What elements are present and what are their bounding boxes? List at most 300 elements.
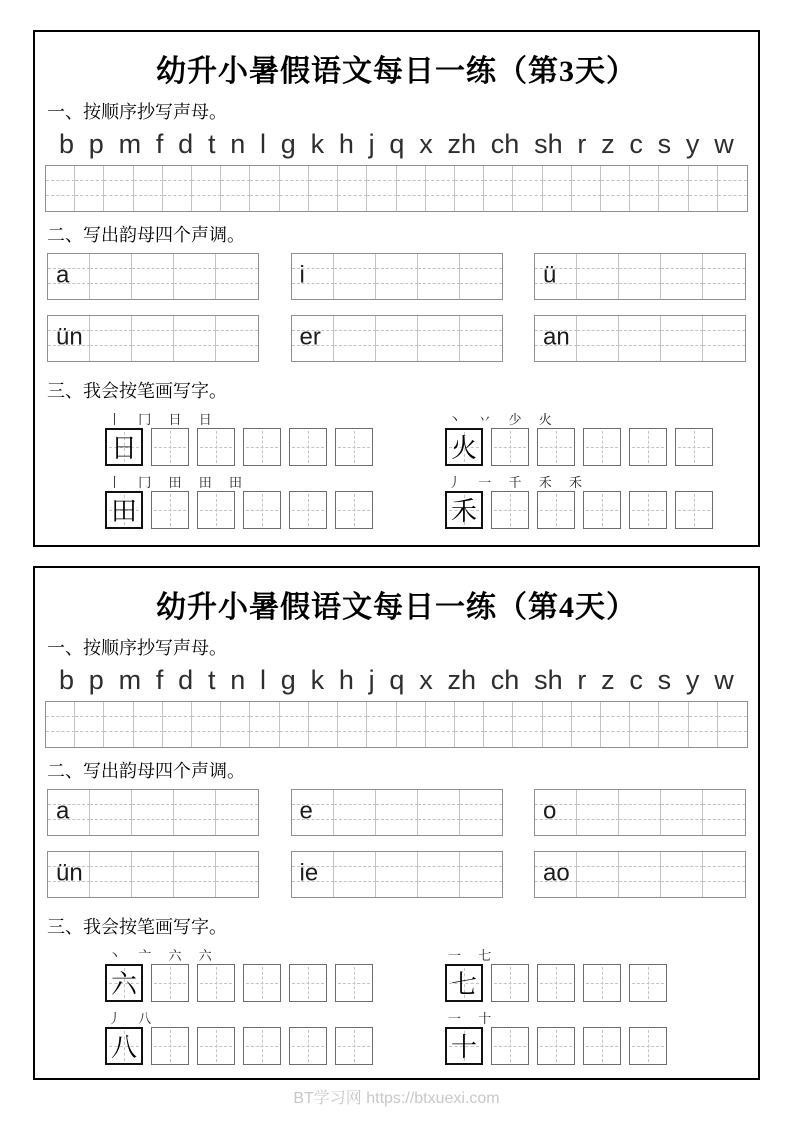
pinyin-four-line-grid <box>45 165 748 212</box>
pinyin-grid-cell <box>134 196 163 211</box>
initial-letter: w <box>714 129 734 159</box>
initial-letter: p <box>88 665 104 695</box>
initial-letter: zh <box>447 665 476 695</box>
final-letter: o <box>543 797 557 825</box>
tone-four-line-grid <box>291 315 503 362</box>
initial-letter: sh <box>534 665 563 695</box>
pinyin-grid-cell <box>619 852 661 867</box>
pinyin-grid-cell <box>192 196 221 211</box>
pinyin-grid-cell <box>513 196 542 211</box>
pinyin-grid-cell <box>376 867 418 882</box>
pinyin-grid-cell <box>484 702 513 717</box>
practice-box <box>289 1027 327 1065</box>
pinyin-grid-cell <box>280 702 309 717</box>
practice-box <box>151 428 189 466</box>
pinyin-grid-cell <box>718 702 747 717</box>
final-letter: i <box>299 261 305 289</box>
pinyin-grid-cell <box>90 867 132 882</box>
pinyin-grid-cell <box>174 284 216 299</box>
character-box <box>105 491 143 529</box>
pinyin-grid-cell <box>619 820 661 835</box>
pinyin-grid-cell <box>572 166 601 181</box>
part2-heading: 二、写出韵母四个声调。 <box>47 760 245 781</box>
pinyin-grid-cell <box>572 717 601 732</box>
pinyin-grid-cell <box>703 852 745 867</box>
pinyin-grid-cell <box>703 790 745 805</box>
character-group <box>445 409 713 466</box>
final-letter: an <box>543 323 570 351</box>
pinyin-grid-cell <box>250 702 279 717</box>
pinyin-grid-cell <box>292 284 334 299</box>
pinyin-grid-cell <box>426 702 455 717</box>
pinyin-grid-cell <box>367 702 396 717</box>
practice-box <box>491 491 529 529</box>
initial-letter: j <box>368 129 375 159</box>
pinyin-grid-cell <box>619 316 661 331</box>
initials-row <box>59 130 734 160</box>
practice-box <box>243 428 281 466</box>
pinyin-grid-cell <box>250 181 279 196</box>
initial-letter: x <box>419 129 433 159</box>
pinyin-grid-cell <box>577 346 619 361</box>
pinyin-grid-cell <box>280 181 309 196</box>
pinyin-grid-cell <box>367 196 396 211</box>
pinyin-grid-cell <box>455 717 484 732</box>
character-box <box>445 964 483 1002</box>
pinyin-grid-cell <box>334 790 376 805</box>
pinyin-grid-cell <box>460 316 502 331</box>
pinyin-grid-cell <box>661 284 703 299</box>
pinyin-grid-cell <box>174 331 216 346</box>
practice-box <box>629 428 667 466</box>
initial-letter: ch <box>490 665 520 695</box>
part2-heading: 二、写出韵母四个声调。 <box>47 224 245 245</box>
initial-letter: ch <box>490 129 520 159</box>
pinyin-grid-cell <box>104 732 133 747</box>
pinyin-grid-cell <box>619 346 661 361</box>
pinyin-grid-cell <box>174 316 216 331</box>
pinyin-grid-cell <box>376 331 418 346</box>
pinyin-grid-cell <box>426 196 455 211</box>
pinyin-grid-cell <box>397 702 426 717</box>
pinyin-grid-cell <box>376 852 418 867</box>
pinyin-grid-cell <box>619 882 661 897</box>
character-glyph: 八 <box>110 1033 137 1063</box>
pinyin-grid-cell <box>426 717 455 732</box>
final-letter: ün <box>56 323 83 351</box>
pinyin-grid-cell <box>630 166 659 181</box>
pinyin-grid-cell <box>513 181 542 196</box>
pinyin-grid-cell <box>418 316 460 331</box>
pinyin-grid-cell <box>132 805 174 820</box>
pinyin-grid-cell <box>309 702 338 717</box>
initial-letter: n <box>230 665 246 695</box>
tone-four-line-grid <box>291 253 503 300</box>
pinyin-grid-cell <box>292 254 334 269</box>
pinyin-grid-cell <box>703 254 745 269</box>
pinyin-grid-cell <box>216 882 258 897</box>
pinyin-grid-cell <box>174 790 216 805</box>
part1-heading: 一、按顺序抄写声母。 <box>47 638 227 658</box>
pinyin-grid-cell <box>338 181 367 196</box>
pinyin-grid-cell <box>661 820 703 835</box>
pinyin-grid-cell <box>46 702 75 717</box>
pinyin-grid-cell <box>543 181 572 196</box>
initial-letter: j <box>368 665 375 695</box>
pinyin-grid-cell <box>174 346 216 361</box>
tone-four-line-grid <box>291 851 503 898</box>
pinyin-grid-cell <box>134 732 163 747</box>
pinyin-grid-cell <box>334 284 376 299</box>
pinyin-grid-cell <box>718 196 747 211</box>
pinyin-grid-cell <box>334 867 376 882</box>
pinyin-grid-cell <box>132 331 174 346</box>
character-glyph: 七 <box>450 970 477 1000</box>
character-glyph: 日 <box>110 434 137 464</box>
tone-grid <box>47 851 259 898</box>
pinyin-grid-cell <box>376 805 418 820</box>
pinyin-grid-cell <box>334 852 376 867</box>
pinyin-grid-cell <box>309 196 338 211</box>
character-row <box>43 945 750 1002</box>
pinyin-grid-cell <box>572 196 601 211</box>
pinyin-grid-cell <box>455 702 484 717</box>
pinyin-grid-cell <box>192 717 221 732</box>
pinyin-grid-cell <box>174 867 216 882</box>
pinyin-grid-cell <box>134 702 163 717</box>
initials-row <box>59 666 734 696</box>
practice-box <box>335 491 373 529</box>
pinyin-grid-cell <box>334 331 376 346</box>
initial-letter: q <box>389 129 405 159</box>
pinyin-grid-cell <box>601 702 630 717</box>
practice-box <box>243 1027 281 1065</box>
initial-letter: y <box>685 129 700 159</box>
tone-four-line-grid <box>534 253 746 300</box>
final-letter: ün <box>56 859 83 887</box>
initial-letter: s <box>657 129 672 159</box>
character-box <box>105 1027 143 1065</box>
practice-box <box>289 964 327 1002</box>
tone-grid <box>47 315 259 362</box>
finals-row <box>47 851 746 898</box>
pinyin-grid-cell <box>104 181 133 196</box>
pinyin-grid-cell <box>90 820 132 835</box>
initial-letter: m <box>118 665 142 695</box>
pinyin-grid-cell <box>376 254 418 269</box>
pinyin-grid-cell <box>280 166 309 181</box>
pinyin-grid-cell <box>397 732 426 747</box>
part3-heading: 三、我会按笔画写字。 <box>47 916 227 937</box>
character-box <box>445 428 483 466</box>
pinyin-grid-cell <box>221 181 250 196</box>
pinyin-grid-cell <box>250 196 279 211</box>
pinyin-grid-cell <box>216 852 258 867</box>
pinyin-grid-cell <box>543 166 572 181</box>
pinyin-grid-cell <box>163 166 192 181</box>
tone-grid <box>534 315 746 362</box>
initial-letter: x <box>419 665 433 695</box>
pinyin-grid-cell <box>163 717 192 732</box>
pinyin-grid-cell <box>703 284 745 299</box>
pinyin-grid-cell <box>397 196 426 211</box>
stroke-order: 丿 一 千 禾 禾 <box>448 474 590 490</box>
pinyin-grid-cell <box>376 346 418 361</box>
pinyin-grid-cell <box>309 732 338 747</box>
character-box <box>445 1027 483 1065</box>
character-group <box>105 1008 373 1065</box>
practice-box <box>289 491 327 529</box>
pinyin-grid-cell <box>90 882 132 897</box>
characters-area <box>43 409 750 529</box>
final-letter: a <box>56 261 70 289</box>
pinyin-grid-cell <box>543 732 572 747</box>
pinyin-grid-cell <box>460 790 502 805</box>
pinyin-grid-cell <box>418 346 460 361</box>
finals-area <box>47 253 746 362</box>
pinyin-grid-cell <box>577 284 619 299</box>
pinyin-grid-cell <box>90 284 132 299</box>
character-glyph: 禾 <box>450 497 477 527</box>
stroke-order: 丨 冂 田 田 田 <box>108 474 250 490</box>
pinyin-grid-cell <box>216 284 258 299</box>
pinyin-grid-cell <box>367 717 396 732</box>
initial-letter: b <box>59 665 75 695</box>
pinyin-grid-cell <box>630 702 659 717</box>
worksheet-sheet-1 <box>33 30 760 547</box>
pinyin-grid-cell <box>661 254 703 269</box>
initial-letter: q <box>389 665 405 695</box>
pinyin-grid-cell <box>367 181 396 196</box>
tone-grid <box>534 789 746 836</box>
pinyin-grid-cell <box>601 717 630 732</box>
pinyin-grid-cell <box>132 284 174 299</box>
pinyin-grid-cell <box>90 331 132 346</box>
part1-heading: 一、按顺序抄写声母。 <box>47 102 227 122</box>
final-letter: ie <box>299 859 319 887</box>
pinyin-grid-cell <box>460 346 502 361</box>
tone-grid <box>534 253 746 300</box>
initial-letter: g <box>280 129 296 159</box>
pinyin-grid-cell <box>703 269 745 284</box>
pinyin-grid-cell <box>367 166 396 181</box>
pinyin-grid-cell <box>513 702 542 717</box>
sheet-title: 幼升小暑假语文每日一练（第3天） <box>156 55 637 88</box>
tone-grid <box>47 253 259 300</box>
final-letter: er <box>299 323 321 351</box>
character-group <box>105 945 373 1002</box>
pinyin-grid-cell <box>90 316 132 331</box>
pinyin-grid-cell <box>338 702 367 717</box>
pinyin-grid-cell <box>418 805 460 820</box>
character-group <box>105 409 373 466</box>
initial-letter: f <box>155 665 164 695</box>
pinyin-grid-cell <box>703 331 745 346</box>
pinyin-grid-cell <box>703 346 745 361</box>
initial-letter: s <box>657 665 672 695</box>
practice-box <box>197 491 235 529</box>
initial-letter: l <box>260 129 267 159</box>
pinyin-grid-cell <box>134 181 163 196</box>
initial-letter: w <box>714 665 734 695</box>
pinyin-grid-cell <box>619 790 661 805</box>
pinyin-grid-cell <box>572 702 601 717</box>
practice-boxes <box>445 428 713 466</box>
pinyin-grid-cell <box>90 346 132 361</box>
pinyin-grid-cell <box>572 732 601 747</box>
practice-box <box>197 964 235 1002</box>
practice-box <box>335 964 373 1002</box>
part3-heading: 三、我会按笔画写字。 <box>47 380 227 401</box>
pinyin-grid-cell <box>309 181 338 196</box>
pinyin-grid-cell <box>513 732 542 747</box>
initial-letter: t <box>207 129 216 159</box>
tone-four-line-grid <box>47 253 259 300</box>
initial-letter: h <box>338 665 354 695</box>
finals-row <box>47 789 746 836</box>
pinyin-grid-cell <box>192 732 221 747</box>
pinyin-grid-cell <box>659 702 688 717</box>
tone-grid <box>47 789 259 836</box>
pinyin-grid-cell <box>661 316 703 331</box>
pinyin-grid-cell <box>484 181 513 196</box>
practice-box <box>537 1027 575 1065</box>
practice-box <box>675 428 713 466</box>
pinyin-grid-cell <box>104 717 133 732</box>
pinyin-grid-cell <box>661 331 703 346</box>
pinyin-grid-cell <box>75 166 104 181</box>
pinyin-grid-cell <box>90 269 132 284</box>
practice-box <box>289 428 327 466</box>
character-glyph: 火 <box>450 434 477 464</box>
pinyin-grid-cell <box>601 181 630 196</box>
pinyin-grid-cell <box>334 269 376 284</box>
pinyin-grid-cell <box>174 254 216 269</box>
pinyin-grid-cell <box>513 717 542 732</box>
tone-grid <box>291 253 503 300</box>
pinyin-grid-cell <box>426 181 455 196</box>
pinyin-grid-cell <box>543 196 572 211</box>
practice-boxes <box>445 1027 667 1065</box>
pinyin-grid-cell <box>619 805 661 820</box>
pinyin-grid-cell <box>75 702 104 717</box>
pinyin-grid-cell <box>703 316 745 331</box>
pinyin-grid-cell <box>455 181 484 196</box>
pinyin-grid-cell <box>659 732 688 747</box>
practice-box <box>583 964 621 1002</box>
pinyin-grid-cell <box>661 346 703 361</box>
pinyin-grid-cell <box>543 702 572 717</box>
initial-letter: y <box>685 665 700 695</box>
stroke-order: 丶 丷 少 火 <box>448 411 559 427</box>
pinyin-grid-cell <box>661 867 703 882</box>
pinyin-grid-cell <box>543 717 572 732</box>
pinyin-grid-cell <box>689 196 718 211</box>
pinyin-grid-cell <box>334 805 376 820</box>
initial-letter: k <box>310 665 325 695</box>
practice-box <box>151 964 189 1002</box>
pinyin-grid-cell <box>90 790 132 805</box>
pinyin-grid-cell <box>460 254 502 269</box>
pinyin-grid-cell <box>460 805 502 820</box>
tone-grid <box>291 851 503 898</box>
pinyin-grid-cell <box>334 254 376 269</box>
pinyin-grid-cell <box>134 166 163 181</box>
initial-letter: zh <box>447 129 476 159</box>
initial-letter: b <box>59 129 75 159</box>
initial-letter: r <box>577 129 587 159</box>
practice-box <box>537 428 575 466</box>
practice-box <box>629 964 667 1002</box>
pinyin-grid-cell <box>460 269 502 284</box>
practice-box <box>629 491 667 529</box>
practice-boxes <box>105 491 373 529</box>
pinyin-grid-cell <box>216 316 258 331</box>
tone-four-line-grid <box>534 789 746 836</box>
pinyin-grid-cell <box>460 867 502 882</box>
pinyin-grid-cell <box>577 331 619 346</box>
pinyin-grid-cell <box>163 732 192 747</box>
pinyin-grid-cell <box>601 196 630 211</box>
pinyin-grid-cell <box>455 196 484 211</box>
practice-boxes <box>445 491 713 529</box>
pinyin-grid-cell <box>577 805 619 820</box>
pinyin-grid-cell <box>619 254 661 269</box>
pinyin-grid-cell <box>216 790 258 805</box>
pinyin-grid-cell <box>174 820 216 835</box>
pinyin-grid-cell <box>630 181 659 196</box>
pinyin-grid-cell <box>280 196 309 211</box>
stroke-order: 一 七 <box>448 947 499 963</box>
pinyin-grid-cell <box>619 331 661 346</box>
practice-boxes <box>105 1027 373 1065</box>
pinyin-grid-cell <box>104 196 133 211</box>
pinyin-grid-cell <box>334 820 376 835</box>
stroke-order: 丿 八 <box>108 1010 159 1026</box>
pinyin-grid-cell <box>418 820 460 835</box>
initials-copy-area <box>45 701 748 748</box>
pinyin-grid-cell <box>661 882 703 897</box>
pinyin-grid-cell <box>659 181 688 196</box>
pinyin-grid-cell <box>484 732 513 747</box>
pinyin-grid-cell <box>577 867 619 882</box>
pinyin-grid-cell <box>221 196 250 211</box>
practice-box <box>243 491 281 529</box>
sheet-title: 幼升小暑假语文每日一练（第4天） <box>156 591 637 624</box>
practice-box <box>583 491 621 529</box>
pinyin-grid-cell <box>376 284 418 299</box>
final-letter: e <box>299 797 313 825</box>
pinyin-grid-cell <box>309 717 338 732</box>
pinyin-grid-cell <box>703 820 745 835</box>
pinyin-grid-cell <box>46 166 75 181</box>
pinyin-grid-cell <box>132 882 174 897</box>
worksheet-sections <box>0 30 793 1080</box>
pinyin-grid-cell <box>718 166 747 181</box>
pinyin-grid-cell <box>90 805 132 820</box>
worksheet-sheet-2 <box>33 566 760 1080</box>
character-row <box>43 1008 750 1065</box>
pinyin-grid-cell <box>75 196 104 211</box>
stroke-order: 一 十 <box>448 1010 499 1026</box>
pinyin-grid-cell <box>338 732 367 747</box>
pinyin-grid-cell <box>376 316 418 331</box>
pinyin-grid-cell <box>577 254 619 269</box>
character-group <box>105 472 373 529</box>
pinyin-grid-cell <box>689 166 718 181</box>
initial-letter: c <box>629 129 643 159</box>
initial-letter: d <box>178 129 194 159</box>
